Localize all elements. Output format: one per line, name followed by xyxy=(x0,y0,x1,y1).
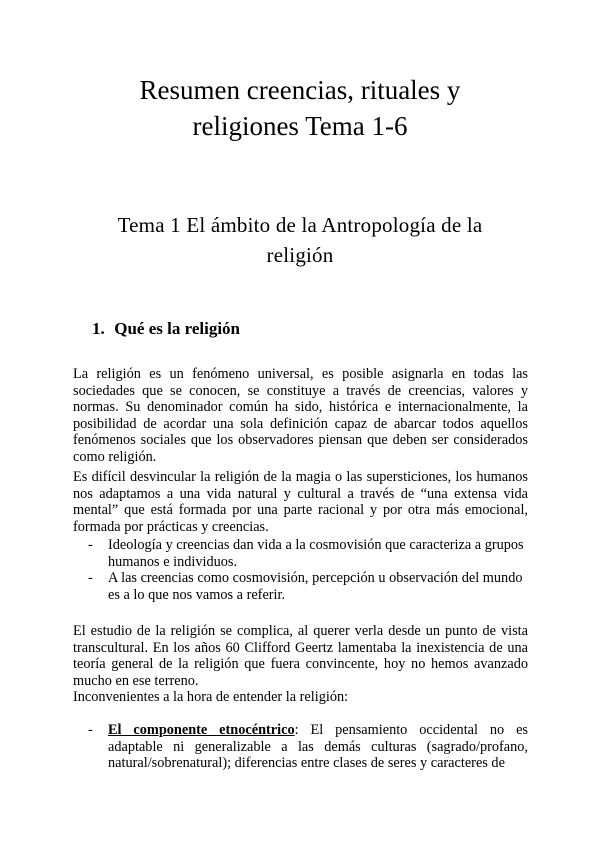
list-item xyxy=(88,570,528,603)
paragraph-2: Es difícil desvincular la religión de la magia o las supersticiones, los humanos nos adaptamos a una vida natural y cultural a través de “una extensa vida mental” que está formada por una parte racional y por otra más emocional, formada por prácticas y creencias. xyxy=(73,469,528,535)
document-title-line-2: religiones Tema 1-6 xyxy=(192,111,408,141)
list-item xyxy=(88,537,528,570)
bullet-dash: - xyxy=(88,722,93,738)
list-item-text: : El pensamiento occidental no es adaptable ni generalizable a las demás culturas (sagrado/profano, natural/sobrenatural); diferencias entre clases de seres y caracteres de xyxy=(108,722,528,771)
list-item-term: El componente etnocéntrico xyxy=(108,722,295,738)
document-title xyxy=(60,72,540,144)
document-title-line-1: Resumen creencias, rituales y xyxy=(139,75,461,105)
section-heading xyxy=(92,318,240,340)
bullet-list-1 xyxy=(88,537,528,603)
list-item-text: A las creencias como cosmovisión, percepción u observación del mundo es a lo que nos vamos a referir. xyxy=(108,570,523,603)
chapter-title-line-2: religión xyxy=(266,243,334,267)
chapter-title-line-1: Tema 1 El ámbito de la Antropología de la xyxy=(117,213,483,237)
section-title: Qué es la religión xyxy=(114,319,241,338)
bullet-list-2 xyxy=(88,722,528,772)
paragraph-3: El estudio de la religión se complica, al querer verla desde un punto de vista transcultural. En los años 60 Clifford Geertz lamentaba la inexistencia de una teoría general de la religión que fuera convincente, hoy no hemos avanzado mucho en ese terreno. xyxy=(73,623,528,689)
paragraph-4: Inconvenientes a la hora de entender la religión: xyxy=(73,689,349,705)
bullet-dash: - xyxy=(88,570,93,586)
chapter-title xyxy=(60,210,540,270)
list-item xyxy=(88,722,528,772)
list-item-text: Ideología y creencias dan vida a la cosmovisión que caracteriza a grupos humanos e individuos. xyxy=(108,537,524,570)
paragraph-1: La religión es un fenómeno universal, es posible asignarla en todas las sociedades que se conocen, se constituye a través de creencias, valores y normas. Su denominador común ha sido, histórica e internacionalmente, la posibilidad de acordar una sola definición capaz de abarcar todos aquellos fenómenos sociales que los observadores piensan que deben ser considerados como religión. xyxy=(73,366,528,465)
section-number: 1. xyxy=(92,319,105,338)
bullet-dash: - xyxy=(88,537,93,553)
